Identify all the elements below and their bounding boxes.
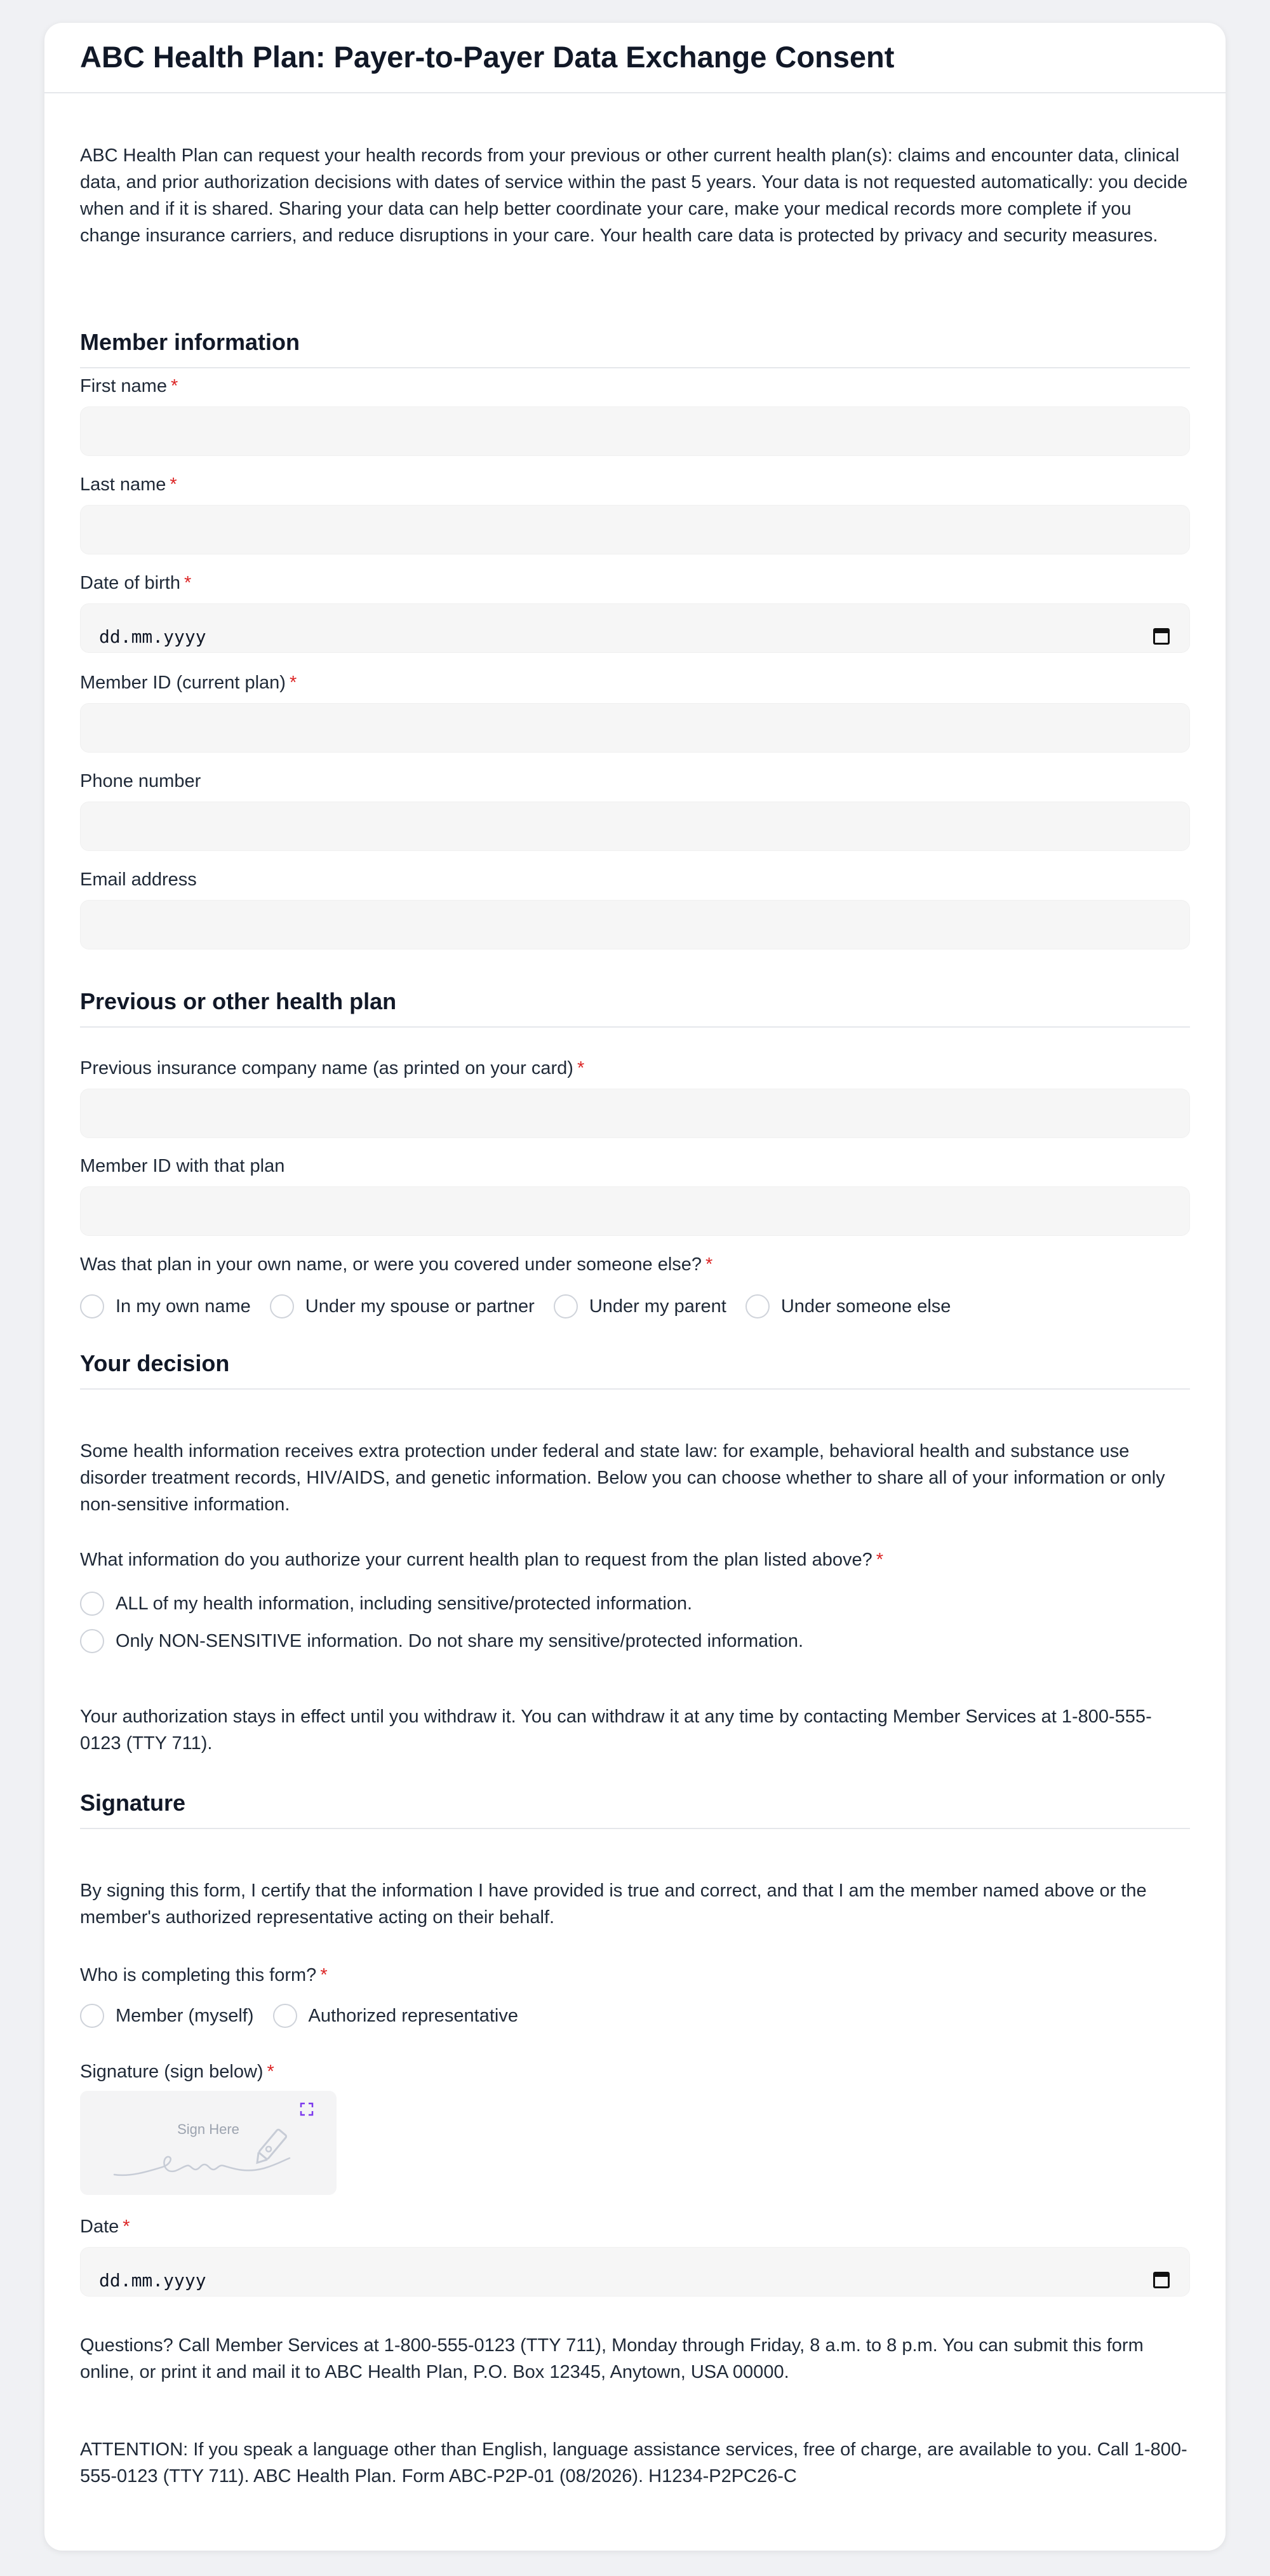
certify-text: By signing this form, I certify that the information I have provided is true and correct, and that I am the member named above or the member's authorized representative acting on their behalf. [80, 1881, 1147, 1928]
coverage-option-parent[interactable]: Under my parent [554, 1294, 726, 1318]
phone-input[interactable] [80, 802, 1190, 851]
authorize-option-all[interactable] [80, 1592, 1190, 1616]
sign-date-label: Date * [80, 2217, 130, 2237]
form-title: ABC Health Plan: Payer-to-Payer Data Exchange Consent [80, 40, 895, 74]
dob-input[interactable] [80, 603, 1190, 653]
authorize-non-sensitive-option[interactable]: Only NON-SENSITIVE information. Do not share my sensitive/protected information. [80, 1629, 803, 1653]
radio-circle[interactable] [80, 2004, 104, 2028]
signature-pad[interactable] [80, 2091, 337, 2195]
coverage-question-label: Was that plan in your own name, or were you covered under someone else? * [80, 1254, 713, 1275]
last-name-label: Last name * [80, 474, 177, 495]
sensitive-info-text: Some health information receives extra protection under federal and state law: for example, behavioral health and substance use disorder treatment records, HIV/AIDS, and genetic information. Below you can choose whether to share all of your information or only non-sensitive information. [80, 1441, 1165, 1515]
radio-circle[interactable] [80, 1592, 104, 1616]
email-field [80, 868, 1190, 949]
first-name-field [80, 375, 1190, 456]
radio-circle[interactable] [270, 1294, 294, 1318]
intro-text: ABC Health Plan can request your health records from your previous or other current health plan(s): claims and encounter data, clinical data, and prior authorization decisions with dates of service within the past 5 years. Your data is not requested automatically: you decide when and if it is shared. Sharing your data can help better coordinate your care, make your medical records more complete if you change insurance carriers, and reduce disruptions in your care. Your health care data is protected by privacy and security measures. [80, 145, 1188, 246]
signature-label: Signature (sign below) * [80, 2062, 274, 2082]
dob-placeholder: dd.mm.yyyy [99, 626, 206, 647]
calendar-icon[interactable] [1153, 2272, 1170, 2288]
email-input[interactable] [80, 900, 1190, 949]
section-title-previous-plan: Previous or other health plan [80, 988, 1190, 1028]
sign-date-placeholder: dd.mm.yyyy [99, 2270, 206, 2291]
authorize-all-option[interactable]: ALL of my health information, including sensitive/protected information. [80, 1592, 692, 1616]
previous-company-input[interactable] [80, 1089, 1190, 1138]
sign-here-text: Sign Here [177, 2121, 239, 2137]
form-header [44, 23, 1226, 93]
section-title-member: Member information [80, 329, 1190, 368]
expand-icon[interactable] [300, 2102, 314, 2116]
phone-field [80, 770, 1190, 851]
section-title-decision: Your decision [80, 1350, 1190, 1390]
last-name-field [80, 473, 1190, 554]
withdraw-note: Your authorization stays in effect until you withdraw it. You can withdraw it at any time by contacting Member Services at 1-800-555-0123 (TTY 711). [80, 1707, 1152, 1754]
questions-text: Questions? Call Member Services at 1-800-555-0123 (TTY 711), Monday through Friday, 8 a.m. to 8 p.m. You can submit this form online, or print it and mail it to ABC Health Plan, P.O. Box 12345, Anytown, USA 00000. [80, 2335, 1144, 2382]
previous-member-id-field [80, 1155, 1190, 1236]
who-question-field [80, 1964, 1190, 1987]
coverage-option-own[interactable]: In my own name [80, 1294, 251, 1318]
radio-circle[interactable] [554, 1294, 578, 1318]
sign-date-input[interactable] [80, 2247, 1190, 2297]
previous-company-field [80, 1057, 1190, 1138]
authorize-question-label: What information do you authorize your current health plan to request from the plan listed above? * [80, 1550, 884, 1570]
signature-label-field [80, 2060, 1190, 2083]
dob-field [80, 572, 1190, 653]
previous-member-id-label: Member ID with that plan [80, 1156, 285, 1176]
member-id-input[interactable] [80, 703, 1190, 753]
radio-circle[interactable] [80, 1629, 104, 1653]
phone-label: Phone number [80, 771, 201, 791]
who-option-representative[interactable]: Authorized representative [273, 2004, 518, 2028]
who-radio-group [80, 2004, 1190, 2028]
sign-date-field [80, 2215, 1190, 2297]
who-question-label: Who is completing this form? * [80, 1965, 328, 1985]
section-title-signature: Signature [80, 1790, 1190, 1829]
coverage-option-someone-else[interactable]: Under someone else [745, 1294, 951, 1318]
first-name-input[interactable] [80, 406, 1190, 456]
radio-circle[interactable] [273, 2004, 297, 2028]
authorize-option-non-sensitive[interactable] [80, 1629, 1190, 1653]
email-label: Email address [80, 869, 197, 890]
previous-member-id-input[interactable] [80, 1186, 1190, 1236]
previous-company-label: Previous insurance company name (as printed on your card) * [80, 1058, 585, 1078]
dob-label: Date of birth * [80, 573, 192, 593]
first-name-label: First name * [80, 376, 178, 396]
last-name-input[interactable] [80, 505, 1190, 554]
who-option-member[interactable]: Member (myself) [80, 2004, 254, 2028]
radio-circle[interactable] [745, 1294, 770, 1318]
coverage-option-spouse[interactable]: Under my spouse or partner [270, 1294, 535, 1318]
calendar-icon[interactable] [1153, 628, 1170, 645]
radio-circle[interactable] [80, 1294, 104, 1318]
authorize-question-field [80, 1548, 1190, 1571]
coverage-radio-group [80, 1294, 1190, 1318]
member-id-label: Member ID (current plan) * [80, 673, 297, 693]
attention-text: ATTENTION: If you speak a language other than English, language assistance services, free of charge, are available to you. Call 1-800-555-0123 (TTY 711). ABC Health Plan. Form ABC-P2P-01 (08/2026). H1234-P2PC26-C [80, 2439, 1187, 2486]
consent-form-card [44, 23, 1226, 2551]
signature-scribble-icon [112, 2116, 315, 2186]
member-id-field [80, 671, 1190, 753]
coverage-question-field [80, 1253, 1190, 1276]
